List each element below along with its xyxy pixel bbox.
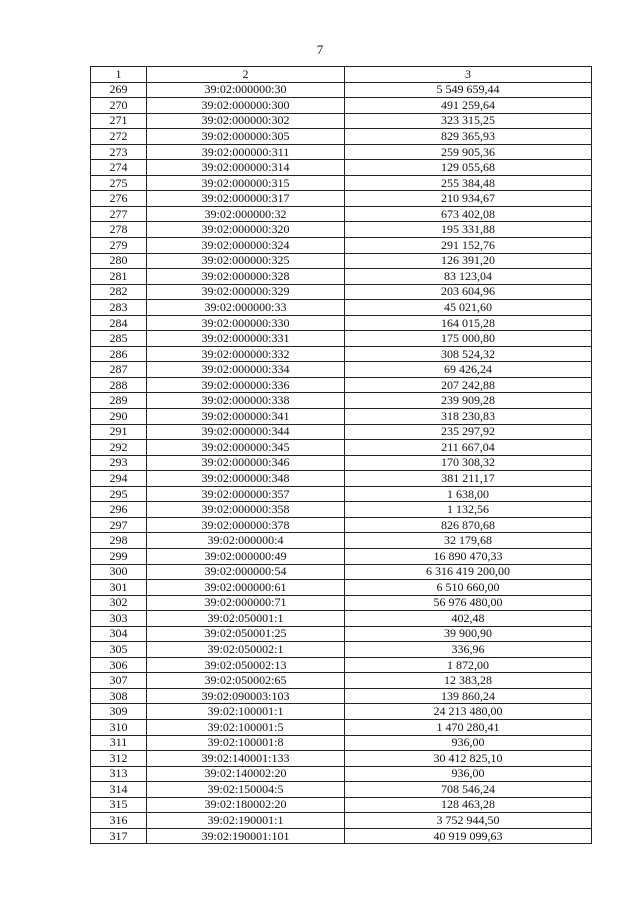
- cadastral-number-cell: 39:02:050002:1: [147, 642, 345, 658]
- table-row: [91, 409, 592, 425]
- table-row: [91, 828, 592, 844]
- cadastral-value-cell: 175 000,80: [345, 331, 592, 347]
- cadastral-value-cell: 129 055,68: [345, 160, 592, 176]
- cadastral-number-cell: 39:02:000000:324: [147, 238, 345, 254]
- table-row: [91, 642, 592, 658]
- cadastral-value-cell: 673 402,08: [345, 206, 592, 222]
- cadastral-value-cell: 83 123,04: [345, 269, 592, 285]
- table-row: [91, 284, 592, 300]
- row-number-cell: 281: [91, 269, 147, 285]
- row-number-cell: 313: [91, 766, 147, 782]
- row-number-cell: 269: [91, 82, 147, 98]
- table-row: [91, 533, 592, 549]
- cadastral-number-cell: 39:02:050001:1: [147, 611, 345, 627]
- cadastral-value-cell: 56 976 480,00: [345, 595, 592, 611]
- row-number-cell: 283: [91, 300, 147, 316]
- cadastral-number-cell: 39:02:000000:30: [147, 82, 345, 98]
- table-row: [91, 129, 592, 145]
- row-number-cell: 310: [91, 719, 147, 735]
- table-row: [91, 315, 592, 331]
- row-number-cell: 287: [91, 362, 147, 378]
- row-number-cell: 305: [91, 642, 147, 658]
- row-number-cell: 299: [91, 548, 147, 564]
- row-number-cell: 291: [91, 424, 147, 440]
- table-row: [91, 595, 592, 611]
- row-number-cell: 285: [91, 331, 147, 347]
- cadastral-number-cell: 39:02:100001:1: [147, 704, 345, 720]
- cadastral-number-cell: 39:02:000000:348: [147, 471, 345, 487]
- cadastral-number-cell: 39:02:180002:20: [147, 797, 345, 813]
- row-number-cell: 306: [91, 657, 147, 673]
- table-row: [91, 253, 592, 269]
- row-number-cell: 295: [91, 486, 147, 502]
- cadastral-number-cell: 39:02:000000:314: [147, 160, 345, 176]
- cadastral-value-cell: 45 021,60: [345, 300, 592, 316]
- table-row: [91, 564, 592, 580]
- cadastral-value-cell: 1 132,56: [345, 502, 592, 518]
- table-row: [91, 471, 592, 487]
- row-number-cell: 302: [91, 595, 147, 611]
- table-row: [91, 175, 592, 191]
- row-number-cell: 294: [91, 471, 147, 487]
- cadastral-number-cell: 39:02:000000:320: [147, 222, 345, 238]
- cadastral-value-cell: 1 638,00: [345, 486, 592, 502]
- row-number-cell: 301: [91, 580, 147, 596]
- cadastral-value-cell: 170 308,32: [345, 455, 592, 471]
- cadastral-number-cell: 39:02:050002:65: [147, 673, 345, 689]
- row-number-cell: 277: [91, 206, 147, 222]
- cadastral-number-cell: 39:02:000000:300: [147, 98, 345, 114]
- row-number-cell: 284: [91, 315, 147, 331]
- table-row: [91, 673, 592, 689]
- cadastral-value-cell: 308 524,32: [345, 346, 592, 362]
- row-number-cell: 296: [91, 502, 147, 518]
- cadastral-number-cell: 39:02:000000:32: [147, 206, 345, 222]
- row-number-cell: 311: [91, 735, 147, 751]
- row-number-cell: 314: [91, 782, 147, 798]
- table-row: [91, 517, 592, 533]
- table-row: [91, 657, 592, 673]
- cadastral-value-cell: 195 331,88: [345, 222, 592, 238]
- column-header-value: 3: [345, 67, 592, 83]
- table-row: [91, 797, 592, 813]
- cadastral-value-cell: 164 015,28: [345, 315, 592, 331]
- table-row: [91, 300, 592, 316]
- table-row: [91, 440, 592, 456]
- row-number-cell: 315: [91, 797, 147, 813]
- row-number-cell: 290: [91, 409, 147, 425]
- table-row: [91, 206, 592, 222]
- cadastral-number-cell: 39:02:000000:357: [147, 486, 345, 502]
- cadastral-value-cell: 12 383,28: [345, 673, 592, 689]
- cadastral-value-cell: 69 426,24: [345, 362, 592, 378]
- row-number-cell: 316: [91, 813, 147, 829]
- table-header-row: [91, 67, 592, 83]
- cadastral-value-cell: 40 919 099,63: [345, 828, 592, 844]
- row-number-cell: 276: [91, 191, 147, 207]
- cadastral-number-cell: 39:02:000000:71: [147, 595, 345, 611]
- cadastral-number-cell: 39:02:000000:346: [147, 455, 345, 471]
- cadastral-value-cell: 1 872,00: [345, 657, 592, 673]
- cadastral-value-cell: 323 315,25: [345, 113, 592, 129]
- row-number-cell: 275: [91, 175, 147, 191]
- cadastral-number-cell: 39:02:000000:317: [147, 191, 345, 207]
- table-row: [91, 486, 592, 502]
- row-number-cell: 300: [91, 564, 147, 580]
- cadastral-value-cell: 336,96: [345, 642, 592, 658]
- row-number-cell: 272: [91, 129, 147, 145]
- row-number-cell: 286: [91, 346, 147, 362]
- cadastral-number-cell: 39:02:100001:8: [147, 735, 345, 751]
- cadastral-number-cell: 39:02:050001:25: [147, 626, 345, 642]
- table-row: [91, 393, 592, 409]
- cadastral-number-cell: 39:02:000000:329: [147, 284, 345, 300]
- cadastral-value-cell: 16 890 470,33: [345, 548, 592, 564]
- cadastral-value-cell: 210 934,67: [345, 191, 592, 207]
- cadastral-number-cell: 39:02:000000:328: [147, 269, 345, 285]
- cadastral-value-cell: 6 510 660,00: [345, 580, 592, 596]
- cadastral-number-cell: 39:02:000000:311: [147, 144, 345, 160]
- row-number-cell: 288: [91, 377, 147, 393]
- table-row: [91, 144, 592, 160]
- cadastral-value-cell: 318 230,83: [345, 409, 592, 425]
- row-number-cell: 309: [91, 704, 147, 720]
- cadastral-value-cell: 128 463,28: [345, 797, 592, 813]
- column-header-cadastral-number: 2: [147, 67, 345, 83]
- cadastral-number-cell: 39:02:190001:101: [147, 828, 345, 844]
- cadastral-number-cell: 39:02:000000:61: [147, 580, 345, 596]
- cadastral-number-cell: 39:02:140001:133: [147, 751, 345, 767]
- table-row: [91, 98, 592, 114]
- row-number-cell: 280: [91, 253, 147, 269]
- table-row: [91, 113, 592, 129]
- row-number-cell: 274: [91, 160, 147, 176]
- cadastral-number-cell: 39:02:100001:5: [147, 719, 345, 735]
- row-number-cell: 273: [91, 144, 147, 160]
- cadastral-value-cell: 259 905,36: [345, 144, 592, 160]
- cadastral-number-cell: 39:02:190001:1: [147, 813, 345, 829]
- row-number-cell: 293: [91, 455, 147, 471]
- cadastral-number-cell: 39:02:000000:315: [147, 175, 345, 191]
- cadastral-value-table: [90, 66, 592, 844]
- cadastral-value-cell: 39 900,90: [345, 626, 592, 642]
- table-row: [91, 377, 592, 393]
- table-row: [91, 191, 592, 207]
- cadastral-value-cell: 139 860,24: [345, 688, 592, 704]
- cadastral-number-cell: 39:02:090003:103: [147, 688, 345, 704]
- cadastral-number-cell: 39:02:150004:5: [147, 782, 345, 798]
- table-row: [91, 688, 592, 704]
- table-row: [91, 813, 592, 829]
- table-row: [91, 782, 592, 798]
- row-number-cell: 289: [91, 393, 147, 409]
- cadastral-value-cell: 207 242,88: [345, 377, 592, 393]
- table-row: [91, 424, 592, 440]
- row-number-cell: 270: [91, 98, 147, 114]
- table-row: [91, 269, 592, 285]
- cadastral-number-cell: 39:02:000000:49: [147, 548, 345, 564]
- cadastral-number-cell: 39:02:000000:378: [147, 517, 345, 533]
- cadastral-value-cell: 5 549 659,44: [345, 82, 592, 98]
- cadastral-number-cell: 39:02:000000:336: [147, 377, 345, 393]
- table-row: [91, 160, 592, 176]
- cadastral-number-cell: 39:02:140002:20: [147, 766, 345, 782]
- page-number: 7: [316, 42, 324, 57]
- cadastral-number-cell: 39:02:000000:305: [147, 129, 345, 145]
- cadastral-value-cell: 1 470 280,41: [345, 719, 592, 735]
- cadastral-value-cell: 30 412 825,10: [345, 751, 592, 767]
- cadastral-value-cell: 491 259,64: [345, 98, 592, 114]
- cadastral-number-cell: 39:02:000000:344: [147, 424, 345, 440]
- row-number-cell: 271: [91, 113, 147, 129]
- cadastral-number-cell: 39:02:000000:4: [147, 533, 345, 549]
- table-row: [91, 611, 592, 627]
- row-number-cell: 303: [91, 611, 147, 627]
- cadastral-value-cell: 24 213 480,00: [345, 704, 592, 720]
- cadastral-number-cell: 39:02:000000:302: [147, 113, 345, 129]
- table-row: [91, 735, 592, 751]
- table-row: [91, 346, 592, 362]
- column-header-number: 1: [91, 67, 147, 83]
- table-row: [91, 751, 592, 767]
- cadastral-value-cell: 829 365,93: [345, 129, 592, 145]
- cadastral-number-cell: 39:02:000000:330: [147, 315, 345, 331]
- table-row: [91, 331, 592, 347]
- cadastral-value-cell: 239 909,28: [345, 393, 592, 409]
- cadastral-number-cell: 39:02:000000:332: [147, 346, 345, 362]
- table-row: [91, 704, 592, 720]
- cadastral-value-cell: 32 179,68: [345, 533, 592, 549]
- table-row: [91, 626, 592, 642]
- table-row: [91, 238, 592, 254]
- cadastral-value-cell: 235 297,92: [345, 424, 592, 440]
- cadastral-value-cell: 402,48: [345, 611, 592, 627]
- row-number-cell: 317: [91, 828, 147, 844]
- cadastral-value-cell: 826 870,68: [345, 517, 592, 533]
- cadastral-number-cell: 39:02:000000:341: [147, 409, 345, 425]
- cadastral-value-cell: 6 316 419 200,00: [345, 564, 592, 580]
- cadastral-number-cell: 39:02:000000:345: [147, 440, 345, 456]
- cadastral-number-cell: 39:02:000000:54: [147, 564, 345, 580]
- table-row: [91, 719, 592, 735]
- row-number-cell: 312: [91, 751, 147, 767]
- table-row: [91, 502, 592, 518]
- row-number-cell: 307: [91, 673, 147, 689]
- cadastral-value-cell: 255 384,48: [345, 175, 592, 191]
- cadastral-value-cell: 381 211,17: [345, 471, 592, 487]
- cadastral-value-cell: 126 391,20: [345, 253, 592, 269]
- cadastral-value-cell: 936,00: [345, 766, 592, 782]
- cadastral-number-cell: 39:02:000000:331: [147, 331, 345, 347]
- cadastral-number-cell: 39:02:000000:325: [147, 253, 345, 269]
- table-row: [91, 766, 592, 782]
- row-number-cell: 292: [91, 440, 147, 456]
- cadastral-value-cell: 203 604,96: [345, 284, 592, 300]
- row-number-cell: 282: [91, 284, 147, 300]
- cadastral-value-cell: 291 152,76: [345, 238, 592, 254]
- row-number-cell: 279: [91, 238, 147, 254]
- cadastral-number-cell: 39:02:000000:334: [147, 362, 345, 378]
- cadastral-value-cell: 936,00: [345, 735, 592, 751]
- table-row: [91, 362, 592, 378]
- cadastral-number-cell: 39:02:000000:33: [147, 300, 345, 316]
- table-row: [91, 222, 592, 238]
- cadastral-number-cell: 39:02:000000:358: [147, 502, 345, 518]
- row-number-cell: 297: [91, 517, 147, 533]
- row-number-cell: 304: [91, 626, 147, 642]
- row-number-cell: 278: [91, 222, 147, 238]
- table-body: [91, 82, 592, 844]
- cadastral-value-cell: 708 546,24: [345, 782, 592, 798]
- table-row: [91, 455, 592, 471]
- cadastral-value-cell: 3 752 944,50: [345, 813, 592, 829]
- row-number-cell: 308: [91, 688, 147, 704]
- row-number-cell: 298: [91, 533, 147, 549]
- cadastral-value-cell: 211 667,04: [345, 440, 592, 456]
- cadastral-number-cell: 39:02:050002:13: [147, 657, 345, 673]
- table-row: [91, 82, 592, 98]
- cadastral-number-cell: 39:02:000000:338: [147, 393, 345, 409]
- table-row: [91, 548, 592, 564]
- table-row: [91, 580, 592, 596]
